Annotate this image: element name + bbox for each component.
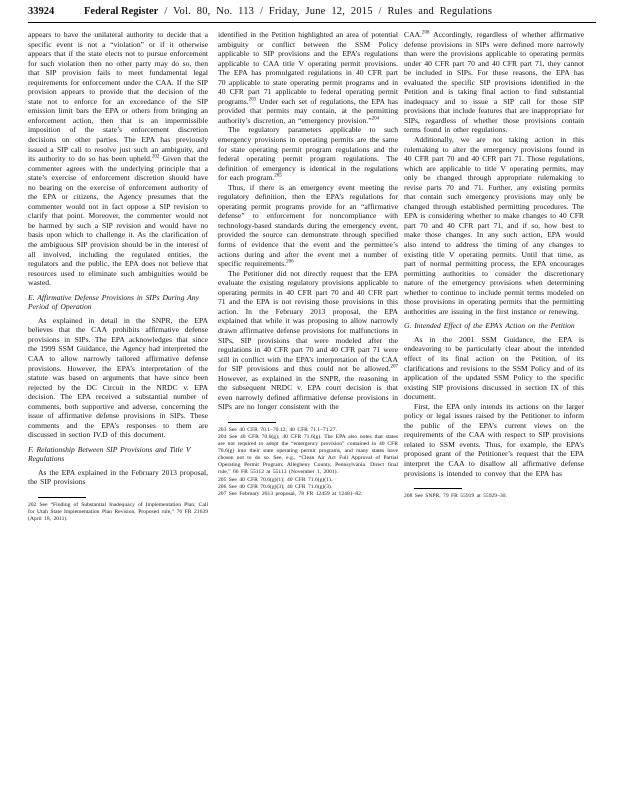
citation-line: / Vol. 80, No. 113 / Friday, June 12, 2015 / Rules and Regulations [164, 6, 493, 17]
publication-title: Federal Register [84, 6, 159, 17]
section-heading-f: F. Relationship Between SIP Provisions and Title V Regulations [28, 444, 191, 464]
footnote: 202 See “Finding of Substantial Inadequacy of Implementation Plan; Call for Utah State Implementation Plan Revision, Proposed rule,” 76 FR 21639 (April 18, 2011). [28, 501, 208, 523]
footnote-ref: 207 [390, 364, 398, 370]
column-right [404, 30, 584, 792]
footnote-ref: 204 [371, 116, 380, 122]
paragraph: The Petitioner did not directly request that the EPA evaluate the existing regulatory provisions applicable to operating permits in 40 CFR part 70 and 40 CFR part 71 and the EPA is not revising those provisions in this action. In the February 2013 proposal, the EPA explained that while it was proposing to allow narrowly drawn affirmative defense provisions for malfunctions in SIPs, SIP provisions that were modeled after the regulations in 40 CFR part 70 and 40 CFR part 71 were still in conflict with the EPA’s interpretation of the CAA for SIP provisions and thus could not be allowed.$^{207}$ However, as explained in the SNPR, the reasoning in the subsequent NRDC v. EPA court decision is that even narrowly defined affirmative defense provisions in SIPs are no longer consistent with the [218, 268, 398, 412]
section-heading-e: E. Affirmative Defense Provisions in SIPs During Any Period of Operation [28, 292, 199, 312]
paragraph: Additionally, we are not taking action in this rulemaking to alter the emergency provisions found in 40 CFR part 70 and 40 CFR part 71. Those regulations, which are applicable to title V operating permits, may only be changed through appropriate rulemaking to revise parts 70 and 71. Further, any existing permits that contain such emergency provisions may only be changed through established permitting procedures. The EPA is considering whether to make changes to 40 CFR part 70 and 40 CFR part 71, and if so, how best to make those changes. In any such action, EPA would also intend to address the timing of any changes to existing title V operating permits. Until that time, as part of normal permitting process, the EPA encourages permitting authorities to consider the discretionary nature of the emergency provisions when determining whether to continue to include permit terms modeled on those provisions in operating permits that the permitting authorities are issuing in the first instance or renewing. [404, 135, 584, 316]
footnote-ref: 203 [248, 97, 257, 103]
footnote-ref: 206 [286, 259, 294, 265]
page-number: 33924 [28, 6, 55, 17]
footnote-rule [414, 488, 462, 489]
footnote-rule [228, 422, 276, 423]
paragraph: CAA.$^{208}$ Accordingly, regardless of whether affirmative defense provisions in SIPs were defined more narrowly than were the provisions applicable to operating permits under 40 CFR part 70 and 40 CFR part 71, they cannot be included in SIPs. For these reasons, the EPA has evaluated the specific SIP provisions identified in the Petition and is taking final action to find substantial inadequacy and to issue a SIP call for those SIP provisions that include features that are inappropriate for SIPs, regardless of whether those provisions contain terms found in other regulations. [404, 30, 584, 135]
footnote-ref: 205 [274, 173, 282, 179]
paragraph: Thus, if there is an emergency event meeting the regulatory definition, then the EPA’s regulations for operating permit programs provide for an “affirmative defense” to enforcement for noncompliance with technology-based standards during the emergency event, provided the source can demonstrate through specified forms of evidence that the event and the permittee’s actions during and after the event met a number of specific requirements.$^{206}$ [218, 182, 398, 269]
paragraph: As in the 2001 SSM Guidance, the EPA is endeavoring to be particularly clear about the intended effect of its final action on the Petition, of its clarifications and revisions to the SSM Policy and of its application of the updated SSM Policy to the specific existing SIP provisions discussed in section IX of this document. [404, 334, 584, 402]
paragraph: As explained in detail in the SNPR, the EPA believes that the CAA prohibits affirmative defense provisions in SIPs. The EPA acknowledges that since the 1999 SSM Guidance, the Agency had interpreted the CAA to allow narrowly tailored affirmative defense provisions. However, the EPA’s interpretation of the statute was based on arguments that have since been rejected by the DC Circuit in the NRDC v. EPA decision. The EPA received a substantial number of comments, both supportive and adverse, concerning the issue of affirmative defense provisions in SIPs. These comments and the EPA’s responses to them are discussed in section IV.D of this document. [28, 315, 208, 440]
column-left [28, 30, 208, 792]
paragraph: appears to have the unilateral authority to decide that a specific event is not a “violation” or if it otherwise appears that if the state elects not to pursue enforcement for such violation then no other party may do so, then that SIP provision fails to meet fundamental legal requirements for enforcement under the CAA. If the SIP provision appears to provide that the decision of the state not to enforce for an exceedance of the SIP emission limit bars the EPA or others from bringing an enforcement action, then that is an impermissible imposition of the state’s enforcement discretion decisions on other parties. The EPA has previously issued a SIP call to resolve just such an ambiguity, and its authority to do so has been upheld.$^{202}$ Given that the commenter agrees with the underlying principle that a state’s exercise of enforcement discretion should have no bearing on the exercise of enforcement authority of the EPA or citizens, the Agency presumes that the commenter would not in fact oppose a SIP revision to clarify that point. Moreover, the commenter would not be harmed by such a SIP revision and would have no basis upon which to challenge it. As the clarification of the ambiguous SIP provision should be in the interest of all involved, including the regulated entities, the regulators and the public, the EPA does not believe that resources used to eliminate such ambiguities would be wasted. [28, 30, 208, 288]
footnote-ref: 208 [421, 30, 430, 36]
footnote-rule [38, 497, 86, 498]
paragraph: identified in the Petition highlighted an area of potential ambiguity or conflict between the SSM Policy applicable to SIP provisions and the EPA’s regulations applicable to CAA title V operating permit provisions. The EPA has promulgated regulations in 40 CFR part 70 applicable to state operating permit programs and in 40 CFR part 71 applicable to federal operating permit programs.$^{203}$ Under each set of regulations, the EPA has provided that permits may contain, at the permitting authority’s discretion, an “emergency provision.”$^{204}$ [218, 30, 398, 125]
paragraph: The regulatory parameters applicable to such emergency provisions in operating permits are the same for state operating permit program regulations and the federal operating permit program regulations. The definition of emergency is identical in the regulations for each program.$^{205}$ [218, 125, 398, 183]
column-middle [218, 30, 398, 792]
footnote-ref: 202 [151, 154, 160, 160]
paragraph: First, the EPA only intends its actions on the larger policy or legal issues raised by the Petitioner to inform the public of the EPA’s current views on the requirements of the CAA with respect to SIP provisions related to SSM events. Thus, for example, the EPA’s proposed grant of the Petitioner’s request that the EPA interpret the CAA to disallow all affirmative defense provisions is intended to convey that the EPA has [404, 401, 584, 478]
paragraph: As the EPA explained in the February 2013 proposal, the SIP provisions [28, 467, 208, 487]
footnote: 203 See 40 CFR 70.1–70.12; 40 CFR 71.1–71.27. [218, 426, 337, 433]
footnote: 204 See 40 CFR 70.6(g); 40 CFR 71.6(g). The EPA also notes that states are not required to adopt the “emergency provision” contained in 40 CFR 70.6(g) into their state operating permit programs, and many states have chosen not to do so. See, e.g., “Clean Air Act Full Approval of Partial Operating Permit Program; Allegheny County, Pennsylvania. Direct final rule,” 66 FR 55112 at 55113 (November 1, 2001). [218, 433, 398, 476]
footnote: 205 See 40 CFR 70.6(g)(1); 40 CFR 71.6(g)(1). [218, 476, 333, 483]
header-rule [28, 22, 596, 23]
footnote: 208 See SNPR, 79 FR 55919 at 55929–30. [404, 493, 507, 500]
footnote: 206 See 40 CFR 70.6(g)(3); 40 CFR 71.6(g)(3). [218, 483, 333, 490]
footnote: 207 See February 2013 proposal, 78 FR 12459 at 12481–82. [218, 490, 363, 497]
section-heading-g: G. Intended Effect of the EPA’s Action on the Petition [404, 321, 575, 331]
